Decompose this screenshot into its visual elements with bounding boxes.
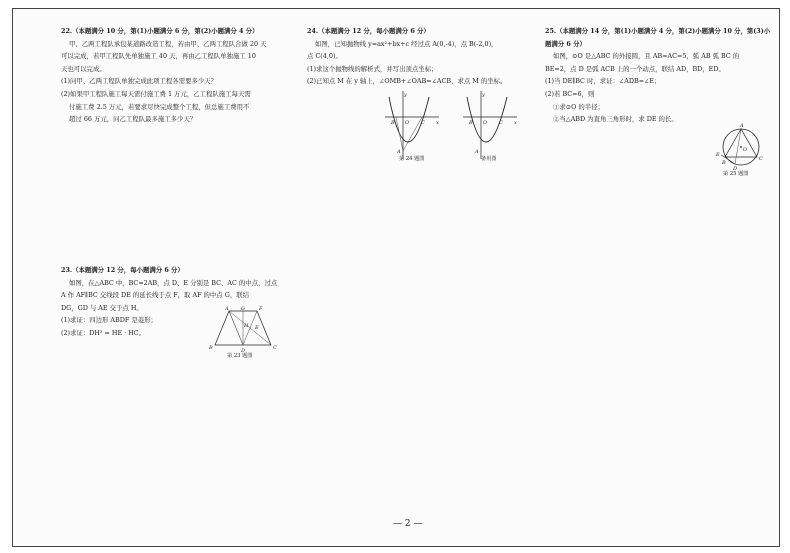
question-23-line: A 作 AF∥BC 交线段 DE 的延长线于点 F，取 AF 的中点 G，联结 xyxy=(61,291,250,300)
question-23-header: 23.（本题满分 12 分，每小题满分 6 分） xyxy=(61,266,184,274)
q24-fig2-label-b: B xyxy=(469,120,473,126)
q25-fig-label-c: C xyxy=(759,156,763,162)
question-23-line: 如图，在△ABC 中，BC=2AB，点 D、E 分别是 BC、AC 的中点，过点 xyxy=(69,278,278,287)
q25-fig-label-b: B xyxy=(722,160,726,166)
question-25-subsub: ②当△ABD 为直角三角形时，求 DE 的长。 xyxy=(553,115,678,124)
q23-fig-label-a: A xyxy=(225,306,229,312)
question-22-header: 22.（本题满分 10 分，第(1)小题满分 6 分，第(2)小题满分 4 分） xyxy=(61,27,259,35)
q23-fig-label-c: C xyxy=(273,345,277,351)
q24-fig2-label-c: C xyxy=(499,120,503,126)
question-22-line: 甲、乙两工程队承包某道路改造工程，若由甲、乙两工程队合做 20 天 xyxy=(69,39,267,48)
q24-fig2-label-y: y xyxy=(482,92,485,98)
question-23-line: (2)求证：DH² = HE · HC。 xyxy=(61,328,146,337)
page-number: — 2 — xyxy=(393,519,423,529)
question-22-line: 超过 66 万元，问乙工程队最多施工多少天？ xyxy=(69,115,197,124)
question-24-line: 如图，已知抛物线 y=ax²+bx+c 经过点 A(0,-4)，点 B(-2,0)， xyxy=(315,39,498,48)
q25-fig-label-d: D xyxy=(733,166,738,172)
q24-fig1-label-y: y xyxy=(404,92,407,98)
question-23-line: (1)求证：四边形 ABDF 是菱形； xyxy=(61,316,157,325)
question-25-sub: (2)若 BC=6，则 xyxy=(545,89,595,98)
q23-fig-label-f: F xyxy=(259,306,263,312)
question-24-line: (1)求这个抛物线的解析式，并写出顶点坐标； xyxy=(307,64,438,73)
question-24-spare-caption: 备用图 xyxy=(481,156,497,162)
q25-fig-label-a: A xyxy=(740,123,744,129)
question-25-caption: 第 25 题图 xyxy=(723,171,749,177)
question-22-line: 付施工费 2.5 万元，若要求尽快完成整个工程，但总施工费用不 xyxy=(69,102,250,111)
q24-fig2-label-a: A xyxy=(475,149,479,155)
q24-fig2-label-o: O xyxy=(483,120,488,126)
question-24-line: 点 C(4,0)。 xyxy=(307,52,342,61)
question-24-line: (2)已知点 M 在 y 轴上，∠OMB+∠OAB=∠ACB，求点 M 的坐标。 xyxy=(307,77,507,86)
q24-fig1-label-b: B xyxy=(391,120,395,126)
question-23-figure xyxy=(207,305,279,353)
q24-fig1-label-o: O xyxy=(405,120,410,126)
question-25-sub: (1)当 DE∥BC 时，求证：∠ADB=∠E； xyxy=(545,77,661,86)
question-25-figure xyxy=(713,123,771,173)
question-23-line: DG，GD 与 AE 交于点 H。 xyxy=(61,303,143,312)
q25-fig-label-e: E xyxy=(716,152,720,158)
q23-fig-label-g: G xyxy=(241,306,245,312)
question-22-line: 可以完成，若甲工程队先单独施工 40 天，再由乙工程队单独施工 10 xyxy=(61,52,256,61)
question-24-header: 24.（本题满分 12 分，每小题满分 6 分） xyxy=(307,27,430,35)
exam-page xyxy=(12,8,780,547)
question-22-line: (1)问甲、乙两工程队单独完成此项工程各需要多少天？ xyxy=(61,77,218,86)
q23-fig-label-b: B xyxy=(209,345,213,351)
question-23-caption: 第 23 题图 xyxy=(227,353,253,359)
q24-fig2-label-x: x xyxy=(514,120,517,126)
question-25-subsub: ①求⊙O 的半径； xyxy=(553,102,604,111)
question-24-caption: 第 24 题图 xyxy=(399,156,425,162)
q23-fig-label-h: H xyxy=(244,323,249,329)
question-25-header-cont: 题满分 6 分） xyxy=(545,39,586,48)
q23-fig-label-d: D xyxy=(241,348,246,354)
question-22-line: 天也可以完成。 xyxy=(61,64,106,73)
q24-fig1-label-x: x xyxy=(436,120,439,126)
q24-fig1-label-c: C xyxy=(421,120,425,126)
question-22-line: (2)如果甲工程队施工每天需付施工费 1 万元，乙工程队施工每天需 xyxy=(61,89,251,98)
q24-fig1-label-a: A xyxy=(397,149,401,155)
q25-fig-label-o: O xyxy=(743,147,748,153)
question-25-line: 如图，⊙O 是△ABC 的外接圆，且 AB=AC=5，弧 AB 弧 BC 的 xyxy=(553,52,740,61)
question-24 xyxy=(307,25,506,88)
question-25 xyxy=(545,25,770,126)
q23-fig-label-e: E xyxy=(255,325,259,331)
question-25-line: BE=2，点 D 是弧 ACB 上的一个动点，联结 AD，BD，ED。 xyxy=(545,64,725,73)
question-25-header: 25.（本题满分 14 分，第(1)小题满分 4 分，第(2)小题满分 10 分，第(3)小 xyxy=(545,27,771,35)
question-22 xyxy=(61,25,267,126)
